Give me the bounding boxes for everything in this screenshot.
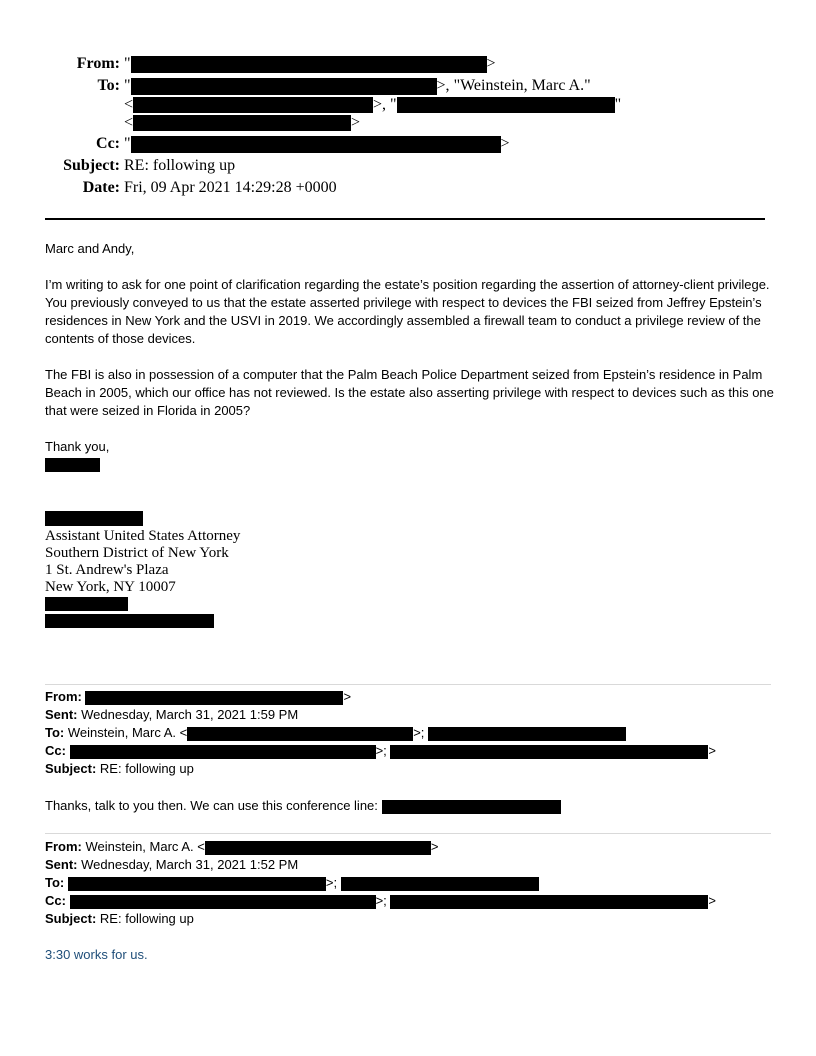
date-label: Date:: [82, 179, 120, 196]
reply1-from: From: >: [45, 689, 352, 704]
redaction: [70, 895, 376, 909]
redaction: [428, 727, 626, 741]
reply2-from: From: Weinstein, Marc A. < >: [45, 839, 439, 854]
sender-name-redaction: [45, 458, 100, 472]
reply1-sent: Sent: Wednesday, March 31, 2021 1:59 PM: [45, 707, 299, 722]
subject-label: Subject:: [63, 157, 120, 174]
message-body: [45, 240, 775, 456]
to-value: " >, "Weinstein, Marc A.": [124, 77, 591, 94]
signature-office: Southern District of New York: [45, 545, 229, 561]
redaction: [85, 691, 343, 705]
closing: Thank you,: [45, 439, 110, 454]
reply2-sent: Sent: Wednesday, March 31, 2021 1:52 PM: [45, 857, 299, 872]
from-label: From:: [76, 55, 120, 72]
header-divider: [45, 218, 765, 220]
reply2-cc: Cc: >; >: [45, 893, 716, 908]
redaction: [131, 136, 501, 153]
reply2-divider: [45, 833, 771, 834]
redaction: [68, 877, 326, 891]
redaction: [133, 115, 351, 131]
reply1-divider: [45, 684, 771, 685]
reply2-to: To: >;: [45, 874, 539, 892]
to-value-line2: < >, " ": [124, 96, 622, 113]
greeting: Marc and Andy,: [45, 241, 135, 256]
reply1-body: Thanks, talk to you then. We can use this conference line:: [45, 797, 561, 815]
redaction: [133, 97, 373, 113]
date-value: Fri, 09 Apr 2021 14:29:28 +0000: [124, 179, 337, 196]
redaction: [397, 97, 615, 113]
redaction: [131, 78, 437, 95]
subject-value: RE: following up: [124, 157, 236, 174]
reply1-to: To: Weinstein, Marc A. < >;: [45, 724, 626, 742]
redaction: [131, 56, 487, 73]
cc-value: " >: [124, 135, 510, 152]
signature-email-redaction: [45, 614, 214, 628]
signature-block: [45, 528, 240, 596]
from-value: " >: [124, 55, 496, 72]
redaction: [187, 727, 413, 741]
reply2-subject: Subject: RE: following up: [45, 911, 194, 926]
to-label: To:: [97, 77, 120, 94]
signature-phone-redaction: [45, 597, 128, 611]
reply2-body: 3:30 works for us.: [45, 947, 148, 962]
redaction: [390, 895, 708, 909]
reply1-cc: Cc: >; >: [45, 743, 716, 758]
redaction: [70, 745, 376, 759]
redaction: [205, 841, 431, 855]
redaction: [341, 877, 539, 891]
redaction: [390, 745, 708, 759]
signature-street: 1 St. Andrew's Plaza: [45, 562, 169, 578]
paragraph-2: The FBI is also in possession of a computer that the Palm Beach Police Department seized from Epstein’s residence in Palm Beach in 2005, which our office has not reviewed. Is the estate also asserting privilege with respect to devices such as this one that were seized in Florida in 2005?: [45, 367, 774, 418]
to-value-line3: < >: [124, 114, 361, 131]
signature-title: Assistant United States Attorney: [45, 528, 241, 544]
signature-city: New York, NY 10007: [45, 579, 176, 595]
redaction: [382, 800, 561, 814]
signature-name-redaction: [45, 511, 143, 526]
cc-label: Cc:: [96, 135, 120, 152]
paragraph-1: I’m writing to ask for one point of clarification regarding the estate’s position regarding the assertion of attorney-client privilege. You previously conveyed to us that the estate asserted privilege with respect to devices the FBI seized from Jeffrey Epstein’s residences in New York and the USVI in 2019. We accordingly assembled a firewall team to conduct a privilege review of the contents of those devices.: [45, 277, 770, 346]
to-name: "Weinstein, Marc A.": [453, 77, 591, 94]
reply1-subject: Subject: RE: following up: [45, 761, 194, 776]
